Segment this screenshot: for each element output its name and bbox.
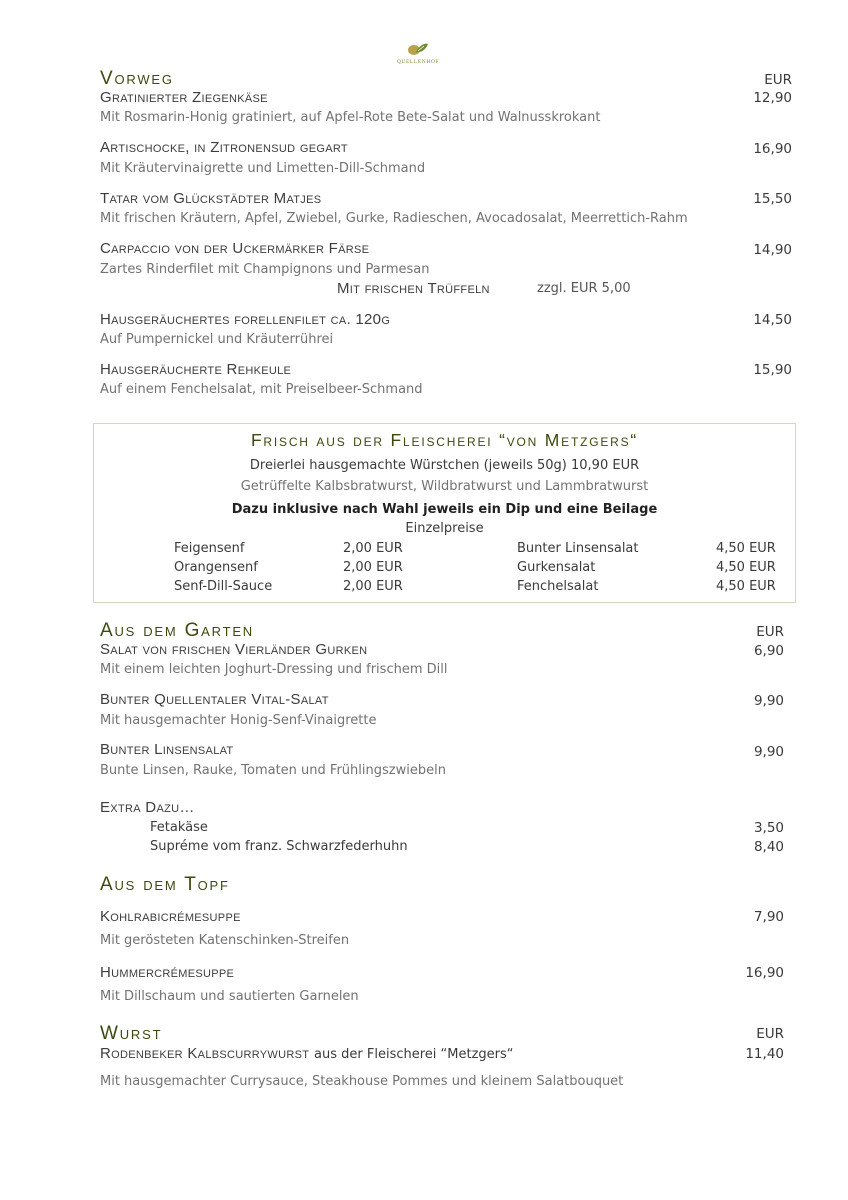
- dish-description: Mit hausgemachter Currysauce, Steakhouse Pommes und kleinem Salatbouquet: [100, 1074, 624, 1089]
- metzger-included: Dazu inklusive nach Wahl jeweils ein Dip und eine Beilage: [231, 502, 658, 517]
- dip-name: Senf-Dill-Sauce: [174, 579, 273, 594]
- dish-description: Mit hausgemachter Honig-Senf-Vinaigrette: [100, 713, 377, 728]
- dip-price: 2,00 EUR: [343, 579, 403, 594]
- quellenhof-logo: [388, 40, 448, 70]
- dish-description: Mit Dillschaum und sautierten Garnelen: [100, 989, 359, 1004]
- dish-price: 11,40: [745, 1046, 784, 1062]
- metzger-sausages: Dreierlei hausgemachte Würstchen (jeweils 50g) 10,90 EUR: [249, 458, 640, 473]
- dish-price: 15,50: [753, 191, 792, 207]
- dish-name: Gratinierter Ziegenkäse: [100, 89, 268, 106]
- dish-description: Zartes Rinderfilet mit Champignons und Parmesan: [100, 262, 430, 277]
- extra-item-name: Fetakäse: [150, 820, 208, 835]
- section-title-garten: Aus dem Garten: [100, 620, 254, 641]
- currency-label: EUR: [756, 1026, 784, 1042]
- dish-price: 14,90: [753, 242, 792, 258]
- truffle-surcharge: zzgl. EUR 5,00: [537, 281, 631, 296]
- dish-name: Hausgeräucherte Rehkeule: [100, 361, 292, 378]
- dish-name: Hummercrémesuppe: [100, 964, 235, 981]
- side-name: Fenchelsalat: [517, 579, 599, 594]
- extra-title: Extra Dazu…: [100, 799, 195, 816]
- dish-name: Tatar vom Glückstädter Matjes: [100, 190, 322, 207]
- extra-item-name: Supréme vom franz. Schwarzfederhuhn: [150, 839, 408, 854]
- metzger-title: Frisch aus der Fleischerei “von Metzgers“: [250, 430, 639, 450]
- dish-name: Bunter Quellentaler Vital-Salat: [100, 691, 329, 708]
- dish-price: 16,90: [745, 965, 784, 981]
- side-name: Bunter Linsensalat: [517, 541, 639, 556]
- side-price: 4,50 EUR: [716, 579, 776, 594]
- dish-name: Kohlrabicrémesuppe: [100, 908, 241, 925]
- dish-price: 12,90: [753, 90, 792, 106]
- currency-label: EUR: [764, 72, 792, 88]
- section-title-vorweg: Vorweg: [100, 68, 174, 89]
- dish-price: 15,90: [753, 362, 792, 378]
- metzger-single-prices: Einzelpreise: [405, 521, 484, 536]
- dish-description: Auf Pumpernickel und Kräuterrührei: [100, 332, 334, 347]
- dish-price: 9,90: [753, 693, 784, 709]
- currency-label: EUR: [756, 624, 784, 640]
- dish-price: 16,90: [753, 141, 792, 157]
- dip-name: Feigensenf: [174, 541, 245, 556]
- extra-item-price: 8,40: [753, 839, 784, 855]
- dish-description: Mit einem leichten Joghurt-Dressing und frischem Dill: [100, 662, 448, 677]
- dish-description: Mit gerösteten Katenschinken-Streifen: [100, 933, 350, 948]
- leaf-logo-icon: [388, 40, 448, 60]
- dish-description: Mit Kräutervinaigrette und Limetten-Dill-Schmand: [100, 161, 426, 176]
- dish-description: Mit frischen Kräutern, Apfel, Zwiebel, Gurke, Radieschen, Avocadosalat, Meerrettich-Rahm: [100, 211, 688, 226]
- dish-price: 7,90: [753, 909, 784, 925]
- dip-price: 2,00 EUR: [343, 560, 403, 575]
- dish-name: Artischocke, in Zitronensud gegart: [100, 139, 348, 156]
- dish-name: Carpaccio von der Uckermärker Färse: [100, 240, 370, 257]
- dish-name: Bunter Linsensalat: [100, 741, 234, 758]
- dish-origin: aus der Fleischerei “Metzgers“: [314, 1047, 514, 1062]
- dish-name-line: [100, 1044, 514, 1062]
- truffle-option: Mit frischen Trüffeln: [337, 280, 490, 297]
- dish-description: Auf einem Fenchelsalat, mit Preiselbeer-Schmand: [100, 382, 423, 397]
- dish-name: Salat von frischen Vierländer Gurken: [100, 641, 368, 658]
- section-title-wurst: Wurst: [100, 1023, 163, 1044]
- dish-price: 14,50: [753, 312, 792, 328]
- section-title-topf: Aus dem Topf: [100, 874, 230, 895]
- logo-wordmark: QUELLENHOF: [396, 59, 440, 65]
- dish-description: Bunte Linsen, Rauke, Tomaten und Frühlingszwiebeln: [100, 763, 446, 778]
- side-name: Gurkensalat: [517, 560, 596, 575]
- dish-price: 6,90: [753, 643, 784, 659]
- dish-price: 9,90: [753, 744, 784, 760]
- side-price: 4,50 EUR: [716, 541, 776, 556]
- dip-price: 2,00 EUR: [343, 541, 403, 556]
- dip-name: Orangensenf: [174, 560, 258, 575]
- side-price: 4,50 EUR: [716, 560, 776, 575]
- metzger-sausage-types: Getrüffelte Kalbsbratwurst, Wildbratwurst und Lammbratwurst: [240, 479, 649, 494]
- dish-name: Rodenbeker Kalbscurrywurst: [100, 1045, 310, 1062]
- dish-name: Hausgeräuchertes forellenfilet ca. 120g: [100, 311, 391, 328]
- extra-item-price: 3,50: [753, 820, 784, 836]
- dish-description: Mit Rosmarin-Honig gratiniert, auf Apfel-Rote Bete-Salat und Walnusskrokant: [100, 110, 601, 125]
